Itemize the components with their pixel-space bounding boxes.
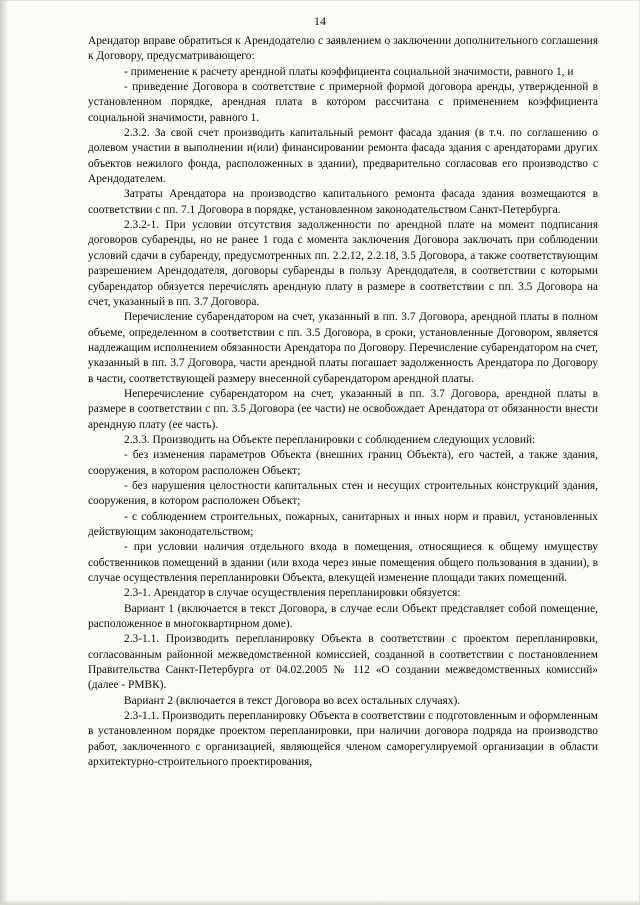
- paragraph: - приведение Договора в соответствие с примерной формой договора аренды, утвержденной в установленном порядке, арендная плата в котором рассчитана с применением коэффициента социальной значимости, равного 1.: [88, 81, 598, 124]
- document-body: [88, 34, 598, 771]
- scan-edge-left: [0, 0, 8, 905]
- paragraph: - применение к расчету арендной платы коэффициента социальной значимости, равного 1, и: [124, 65, 574, 78]
- paragraph: - при условии наличия отдельного входа в помещения, относящиеся к общему имуществу собственников помещений в здании (или входа через иные помещения общего пользования в здании), в случае осуществления перепланировки Объекта, влекущей изменение площади таких помещений.: [88, 541, 598, 585]
- paragraph: Перечисление субарендатором на счет, указанный в пп. 3.7 Договора, арендной платы в полном объеме, определенном в соответствии с пп. 3.5 Договора, в сроки, установленные Договором, является надлежащим исполнением обязанности Арендатора по Договору. Перечисление субарендатором на счет, указанный в пп. 3.7 Договора, части арендной платы погашает задолженность Арендатора по Договору в части, соответствующей размеру внесенной субарендатором арендной платы.: [88, 311, 598, 385]
- paragraph: 2.3.3. Производить на Объекте перепланировки с соблюдением следующих условий:: [124, 433, 536, 446]
- paragraph: - с соблюдением строительных, пожарных, санитарных и иных норм и правил, установленных действующим законодательством;: [88, 510, 598, 538]
- paragraph: Вариант 2 (включается в текст Договора во всех остальных случаях).: [124, 694, 461, 707]
- scan-edge-bottom: [0, 899, 640, 905]
- paragraph: 2.3-1. Арендатор в случае осуществления перепланировки обязуется:: [124, 587, 461, 600]
- paragraph: Арендатор вправе обратиться к Арендодателю с заявлением о заключении дополнительного соглашения к Договору, предусматривающего:: [88, 35, 598, 63]
- paragraph: - без изменения параметров Объекта (внешних границ Объекта), его частей, а также здания, сооружения, в котором расположен Объект;: [88, 449, 598, 477]
- paragraph: 2.3-1.1. Производить перепланировку Объекта в соответствии с подготовленным и оформленным в установленном порядке проектом перепланировки, при наличии договора подряда на производство работ, заключенного с организацией, являющейся членом саморегулируемой организации в области архитектурно-строительного проектирования,: [88, 710, 598, 769]
- paragraph: Неперечисление субарендатором на счет, указанный в пп. 3.7 Договора, арендной платы в размере в соответствии с пп. 3.5 Договора (ее части) не освобождает Арендатора от обязанности внести арендную плату (ее часть).: [88, 387, 598, 431]
- paragraph: 2.3.2. За свой счет производить капитальный ремонт фасада здания (в т.ч. по соглашению о долевом участии в выполнении и(или) финансировании ремонта фасада здания с арендаторами других объектов нежилого фонда, расположенных в здании), предварительно согласовав его производство с Арендодателем.: [88, 127, 598, 186]
- page-number: 14: [314, 14, 326, 28]
- paragraph: Вариант 1 (включается в текст Договора, в случае если Объект представляет собой помещение, расположенное в многоквартирном доме).: [88, 602, 598, 631]
- paragraph: Затраты Арендатора на производство капитального ремонта фасада здания возмещаются в соответствии с пп. 7.1 Договора в порядке, установленном законодательством Санкт-Петербурга.: [88, 188, 598, 216]
- paragraph: - без нарушения целостности капитальных стен и несущих строительных конструкций здания, сооружения, в котором расположен Объект;: [88, 479, 598, 508]
- paragraph: 2.3-1.1. Производить перепланировку Объекта в соответствии с проектом перепланировки, согласованным районной межведомственной комиссией, созданной в соответствии с постановлением Правительства Санкт-Петербурга от 04.02.2005 № 112 «О создании межведомственных комиссий» (далее - РМВК).: [88, 633, 598, 692]
- paragraph: 2.3.2-1. При условии отсутствия задолженности по арендной плате на момент подписания договоров субаренды, но не ранее 1 года с момента заключения Договора заключать при соблюдении условий сдачи в субаренду, предусмотренных пп. 2.2.12, 2.2.18, 3.5 Договора, а также соответствующим разрешением Арендодателя, договоры субаренды в пользу Арендодателя, в соответствии с которыми субарендатор обязуется перечислять арендную плату в размере в соответствии с пп. 3.5 Договора на счет, указанный в пп. 3.7 Договора.: [88, 219, 598, 308]
